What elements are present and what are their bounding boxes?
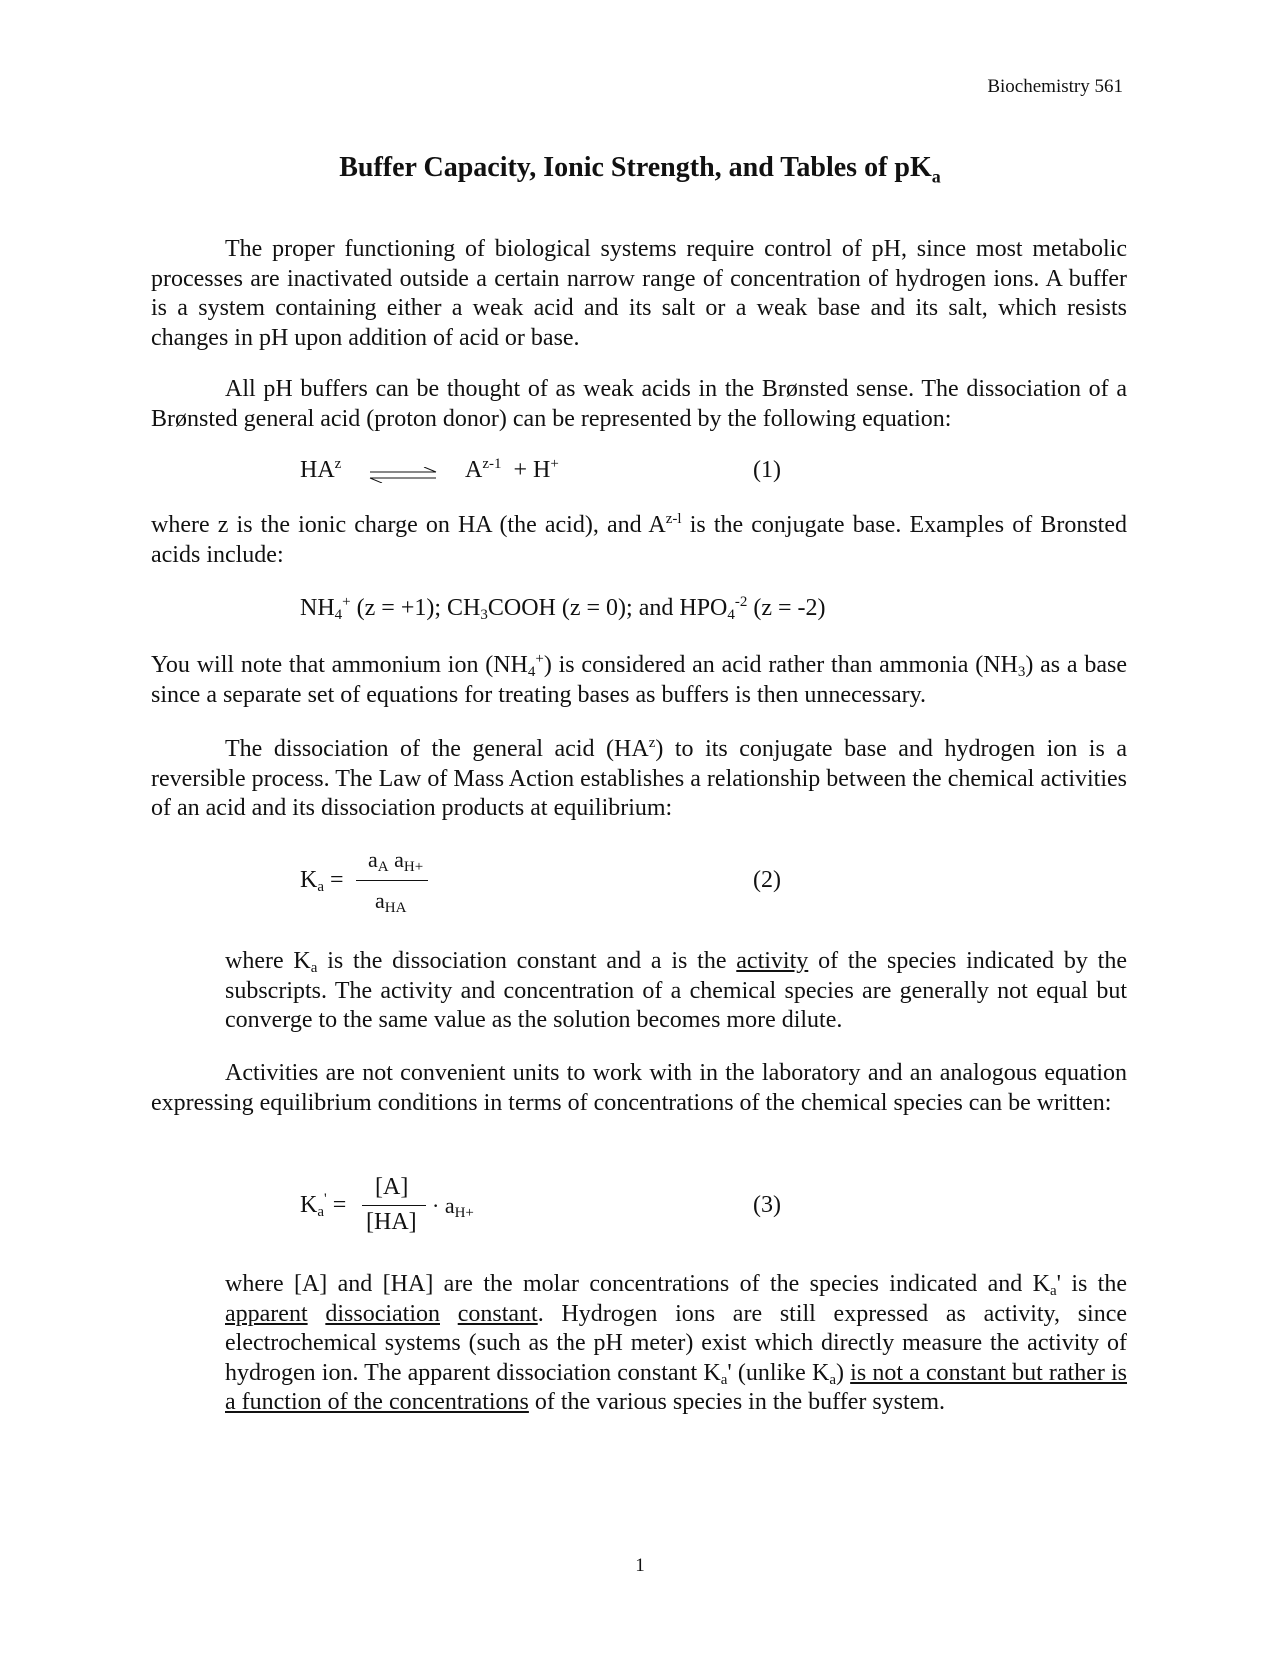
equilibrium-arrows-icon bbox=[368, 467, 438, 483]
paragraph-bronsted: All pH buffers can be thought of as weak acids in the Brønsted sense. The dissociation of a Brønsted general acid (proton donor) can be represented by the following equation: bbox=[151, 376, 1127, 432]
page-number: 1 bbox=[635, 1555, 645, 1576]
equation-2-fraction-bar bbox=[356, 880, 428, 881]
equation-2-lhs: $K_a$ = bbox=[300, 867, 344, 895]
equation-2-number: (2) bbox=[753, 867, 781, 893]
equation-3-numerator: [A] bbox=[375, 1174, 409, 1200]
paragraph-ammonium: You will note that ammonium ion $(NH_4^+)$ is considered an acid rather than ammonia $(NH_3)$ as a base since a separate set of equations for treating bases as buffers is then unnecessary. bbox=[151, 651, 1127, 708]
equation-1-number: (1) bbox=[753, 457, 781, 483]
paragraph-mass-action: The dissociation of the general acid $(HA^z)$ to its conjugate base and hydrogen ion is a reversible process. The Law of Mass Action establishes a relationship between the chemical activities of an acid and its dissociation products at equilibrium: bbox=[151, 735, 1127, 821]
equation-2-denominator: $a_{HA}$ bbox=[375, 888, 407, 916]
paragraph-concentrations: Activities are not convenient units to work with in the laboratory and an analogous equation expressing equilibrium conditions in terms of concentrations of the chemical species can be written: bbox=[151, 1060, 1127, 1116]
paragraph-activity: where $K_a$ is the dissociation constant and a is the activity of the species indicated by the subscripts. The activity and concentration of a chemical species are generally not equal but converge to the same value as the solution becomes more dilute. bbox=[225, 948, 1127, 1033]
paragraph-intro: The proper functioning of biological systems require control of pH, since most metabolic processes are inactivated outside a certain narrow range of concentration of hydrogen ions. A buffer is a system containing either a weak acid and its salt or a weak base and its salt, which resists changes in pH upon addition of acid or base. bbox=[151, 236, 1127, 351]
page-title: Buffer Capacity, Ionic Strength, and Tables of $pK_a$ bbox=[339, 152, 941, 187]
equation-3-number: (3) bbox=[753, 1192, 781, 1218]
paragraph-conjugate: where z is the ionic charge on HA (the acid), and $A^{z-l}$ is the conjugate base. Examples of Bronsted acids include: bbox=[151, 511, 1127, 568]
equation-3-denominator: [HA] bbox=[366, 1209, 417, 1235]
equation-3-lhs: $K_a'$ = bbox=[300, 1191, 347, 1220]
acid-examples: $NH_4^+$ (z = +1); $CH_3COOH$ (z = 0); and $HPO_4^{-2}$ (z = -2) bbox=[300, 594, 826, 623]
paragraph-apparent-constant: where [A] and [HA] are the molar concentrations of the species indicated and $K_a'$ is the apparent dissociation constant. Hydrogen ions are still expressed as activity, since electrochemical systems (such as the pH meter) exist which directly measure the activity of hydrogen ion. The apparent dissociation constant $K_a'$ (unlike $K_a$) is not a constant but rather is a function of the concentrations of the various species in the buffer system. bbox=[225, 1271, 1128, 1415]
equation-1-left: $HA^z$ bbox=[300, 456, 342, 483]
equation-3-hydrogen-activity: · $a_{H+}$ bbox=[432, 1193, 474, 1221]
equation-1-right: $A^{z-1} + H^+$ bbox=[465, 456, 559, 483]
equation-2-numerator: $a_A$ $a_{H+}$ bbox=[368, 847, 424, 875]
course-header: Biochemistry 561 bbox=[987, 76, 1123, 97]
equation-3-fraction-bar bbox=[362, 1205, 426, 1206]
